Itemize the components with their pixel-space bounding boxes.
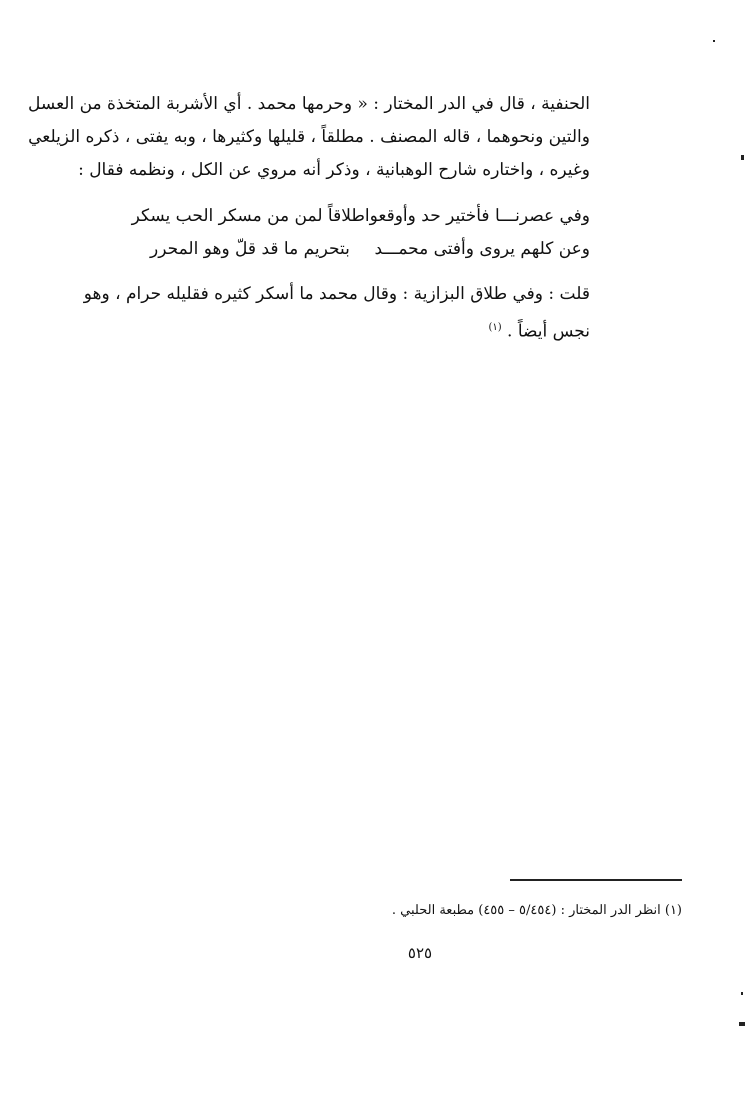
footnote-divider [510,879,682,881]
footnote: (١) انظر الدر المختار : (٥/٤٥٤ – ٤٥٥) مطبعة الحلبي . [391,903,682,918]
page-number: ٥٢٥ [407,944,433,962]
poem-verse-2 [150,233,590,266]
poem-verse-1 [131,200,590,233]
paragraph-2-line-2 [150,311,590,349]
scan-mark-right-2 [739,1022,745,1026]
scan-mark-right-3 [741,992,743,995]
text-line-3: وغيره ، واختاره شارح الوهبانية ، وذكر أنه مروي عن الكل ، ونظمه فقال : [78,160,590,180]
paragraph-2-line-1: قلت : وفي طلاق البزازية : وقال محمد ما أسكر كثيره فقليله حرام ، وهو [83,284,590,304]
poem-block [131,200,590,266]
scan-mark-right-1 [741,155,744,160]
verse-2-second-hemistich: بتحريم ما قد قلّ وهو المحرر [150,239,350,259]
verse-1-second-hemistich: طلاقاً لمن من مسكر الحب يسكر [131,206,365,226]
paragraph-1 [28,88,590,187]
text-line-2: والتين ونحوهما ، قاله المصنف . مطلقاً ، قليلها وكثيرها ، وبه يفتى ، ذكره الزيلعي [28,127,590,147]
text-line-1: الحنفية ، قال في الدر المختار : « وحرمها محمد . أي الأشربة المتخذة من العسل [28,94,590,114]
footnote-reference: (١) [488,322,502,333]
verse-2-first-hemistich: وعن كلهم يروى وأفتى محمـــد [374,239,590,259]
scan-mark-top [713,40,715,42]
paragraph-2 [83,278,590,349]
verse-1-first-hemistich: وفي عصرنـــا فأختير حد وأوقعوا [364,206,590,226]
paragraph-2-line-2-text: نجس أيضاً . [507,321,590,342]
